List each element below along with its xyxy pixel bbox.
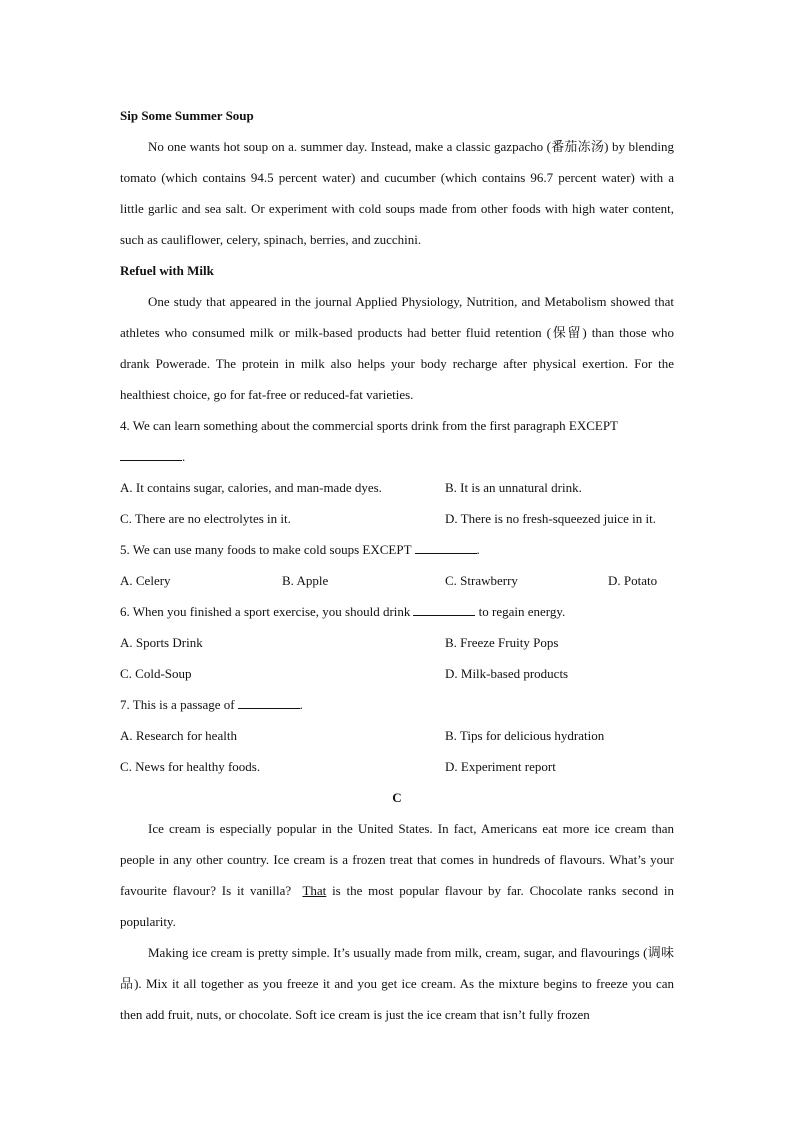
answer-blank — [120, 442, 182, 461]
question-4-options-row-2 — [120, 503, 674, 534]
question-7-stem: 7. This is a passage of . — [120, 689, 674, 720]
q5-option-a: A. Celery — [120, 573, 171, 588]
q7-option-b: B. Tips for delicious hydration — [445, 728, 605, 743]
q5-option-c: C. Strawberry — [445, 573, 518, 588]
paragraph-refuel-milk: One study that appeared in the journal Applied Physiology, Nutrition, and Metabolism showed that athletes who consumed milk or milk-based products had better fluid retention (保留) than those who drank Powerade. The protein in milk also helps your body recharge after physical exertion. For the healthiest choice, go for fat-free or reduced-fat varieties. — [120, 294, 674, 402]
answer-blank — [413, 597, 475, 616]
q7-option-d: D. Experiment report — [445, 759, 556, 774]
q4-option-b: B. It is an unnatural drink. — [445, 480, 582, 495]
answer-blank — [238, 690, 300, 709]
question-7-options-row-1 — [120, 720, 674, 751]
heading-refuel-milk: Refuel with Milk — [120, 263, 214, 278]
paragraph-ice-cream-1: Ice cream is especially popular in the United States. In fact, Americans eat more ice cream than people in any other country. Ice cream is a frozen treat that comes in hundreds of flavours. What’s your favourite flavour? Is it vanilla? That is the most popular flavour by far. Chocolate ranks second in popularity. — [120, 821, 674, 929]
q6-option-d: D. Milk-based products — [445, 666, 569, 681]
document-page — [120, 100, 674, 1030]
question-7-options-row-2 — [120, 751, 674, 782]
question-4-options-row-1 — [120, 472, 674, 503]
question-6-stem: 6. When you finished a sport exercise, you should drink to regain energy. — [120, 596, 674, 627]
question-4-stem: 4. We can learn something about the commercial sports drink from the first paragraph EXCEPT — [120, 418, 618, 433]
q4-option-a: A. It contains sugar, calories, and man-made dyes. — [120, 480, 382, 495]
question-6-options-row-1 — [120, 627, 674, 658]
underlined-word-that: That — [302, 883, 327, 898]
answer-blank — [415, 535, 477, 554]
paragraph-ice-cream-2: Making ice cream is pretty simple. It’s usually made from milk, cream, sugar, and flavourings (调味品). Mix it all together as you freeze it and you get ice cream. As the mixture begins to freeze you can then add fruit, nuts, or chocolate. Soft ice cream is just the ice cream that isn’t fully frozen — [120, 945, 674, 1022]
question-5-stem: 5. We can use many foods to make cold soups EXCEPT . — [120, 534, 674, 565]
q7-option-c: C. News for healthy foods. — [120, 759, 261, 774]
question-4-blank-line: . — [120, 441, 674, 472]
q4-option-c: C. There are no electrolytes in it. — [120, 511, 291, 526]
question-6-options-row-2 — [120, 658, 674, 689]
q5-option-d: D. Potato — [608, 573, 658, 588]
q6-option-b: B. Freeze Fruity Pops — [445, 635, 559, 650]
section-c-label: C — [392, 790, 402, 805]
paragraph-summer-soup: No one wants hot soup on a. summer day. Instead, make a classic gazpacho (番茄冻汤) by blending tomato (which contains 94.5 percent water) and cucumber (which contains 96.7 percent water) with a little garlic and sea salt. Or experiment with cold soups made from other foods with high water content, such as cauliflower, celery, spinach, berries, and zucchini. — [120, 139, 674, 247]
heading-summer-soup: Sip Some Summer Soup — [120, 108, 254, 123]
q5-option-b: B. Apple — [282, 573, 329, 588]
q6-option-a: A. Sports Drink — [120, 635, 203, 650]
question-5-options-row — [120, 565, 674, 596]
q6-option-c: C. Cold-Soup — [120, 666, 192, 681]
q7-option-a: A. Research for health — [120, 728, 237, 743]
q4-option-d: D. There is no fresh-squeezed juice in it. — [445, 511, 656, 526]
